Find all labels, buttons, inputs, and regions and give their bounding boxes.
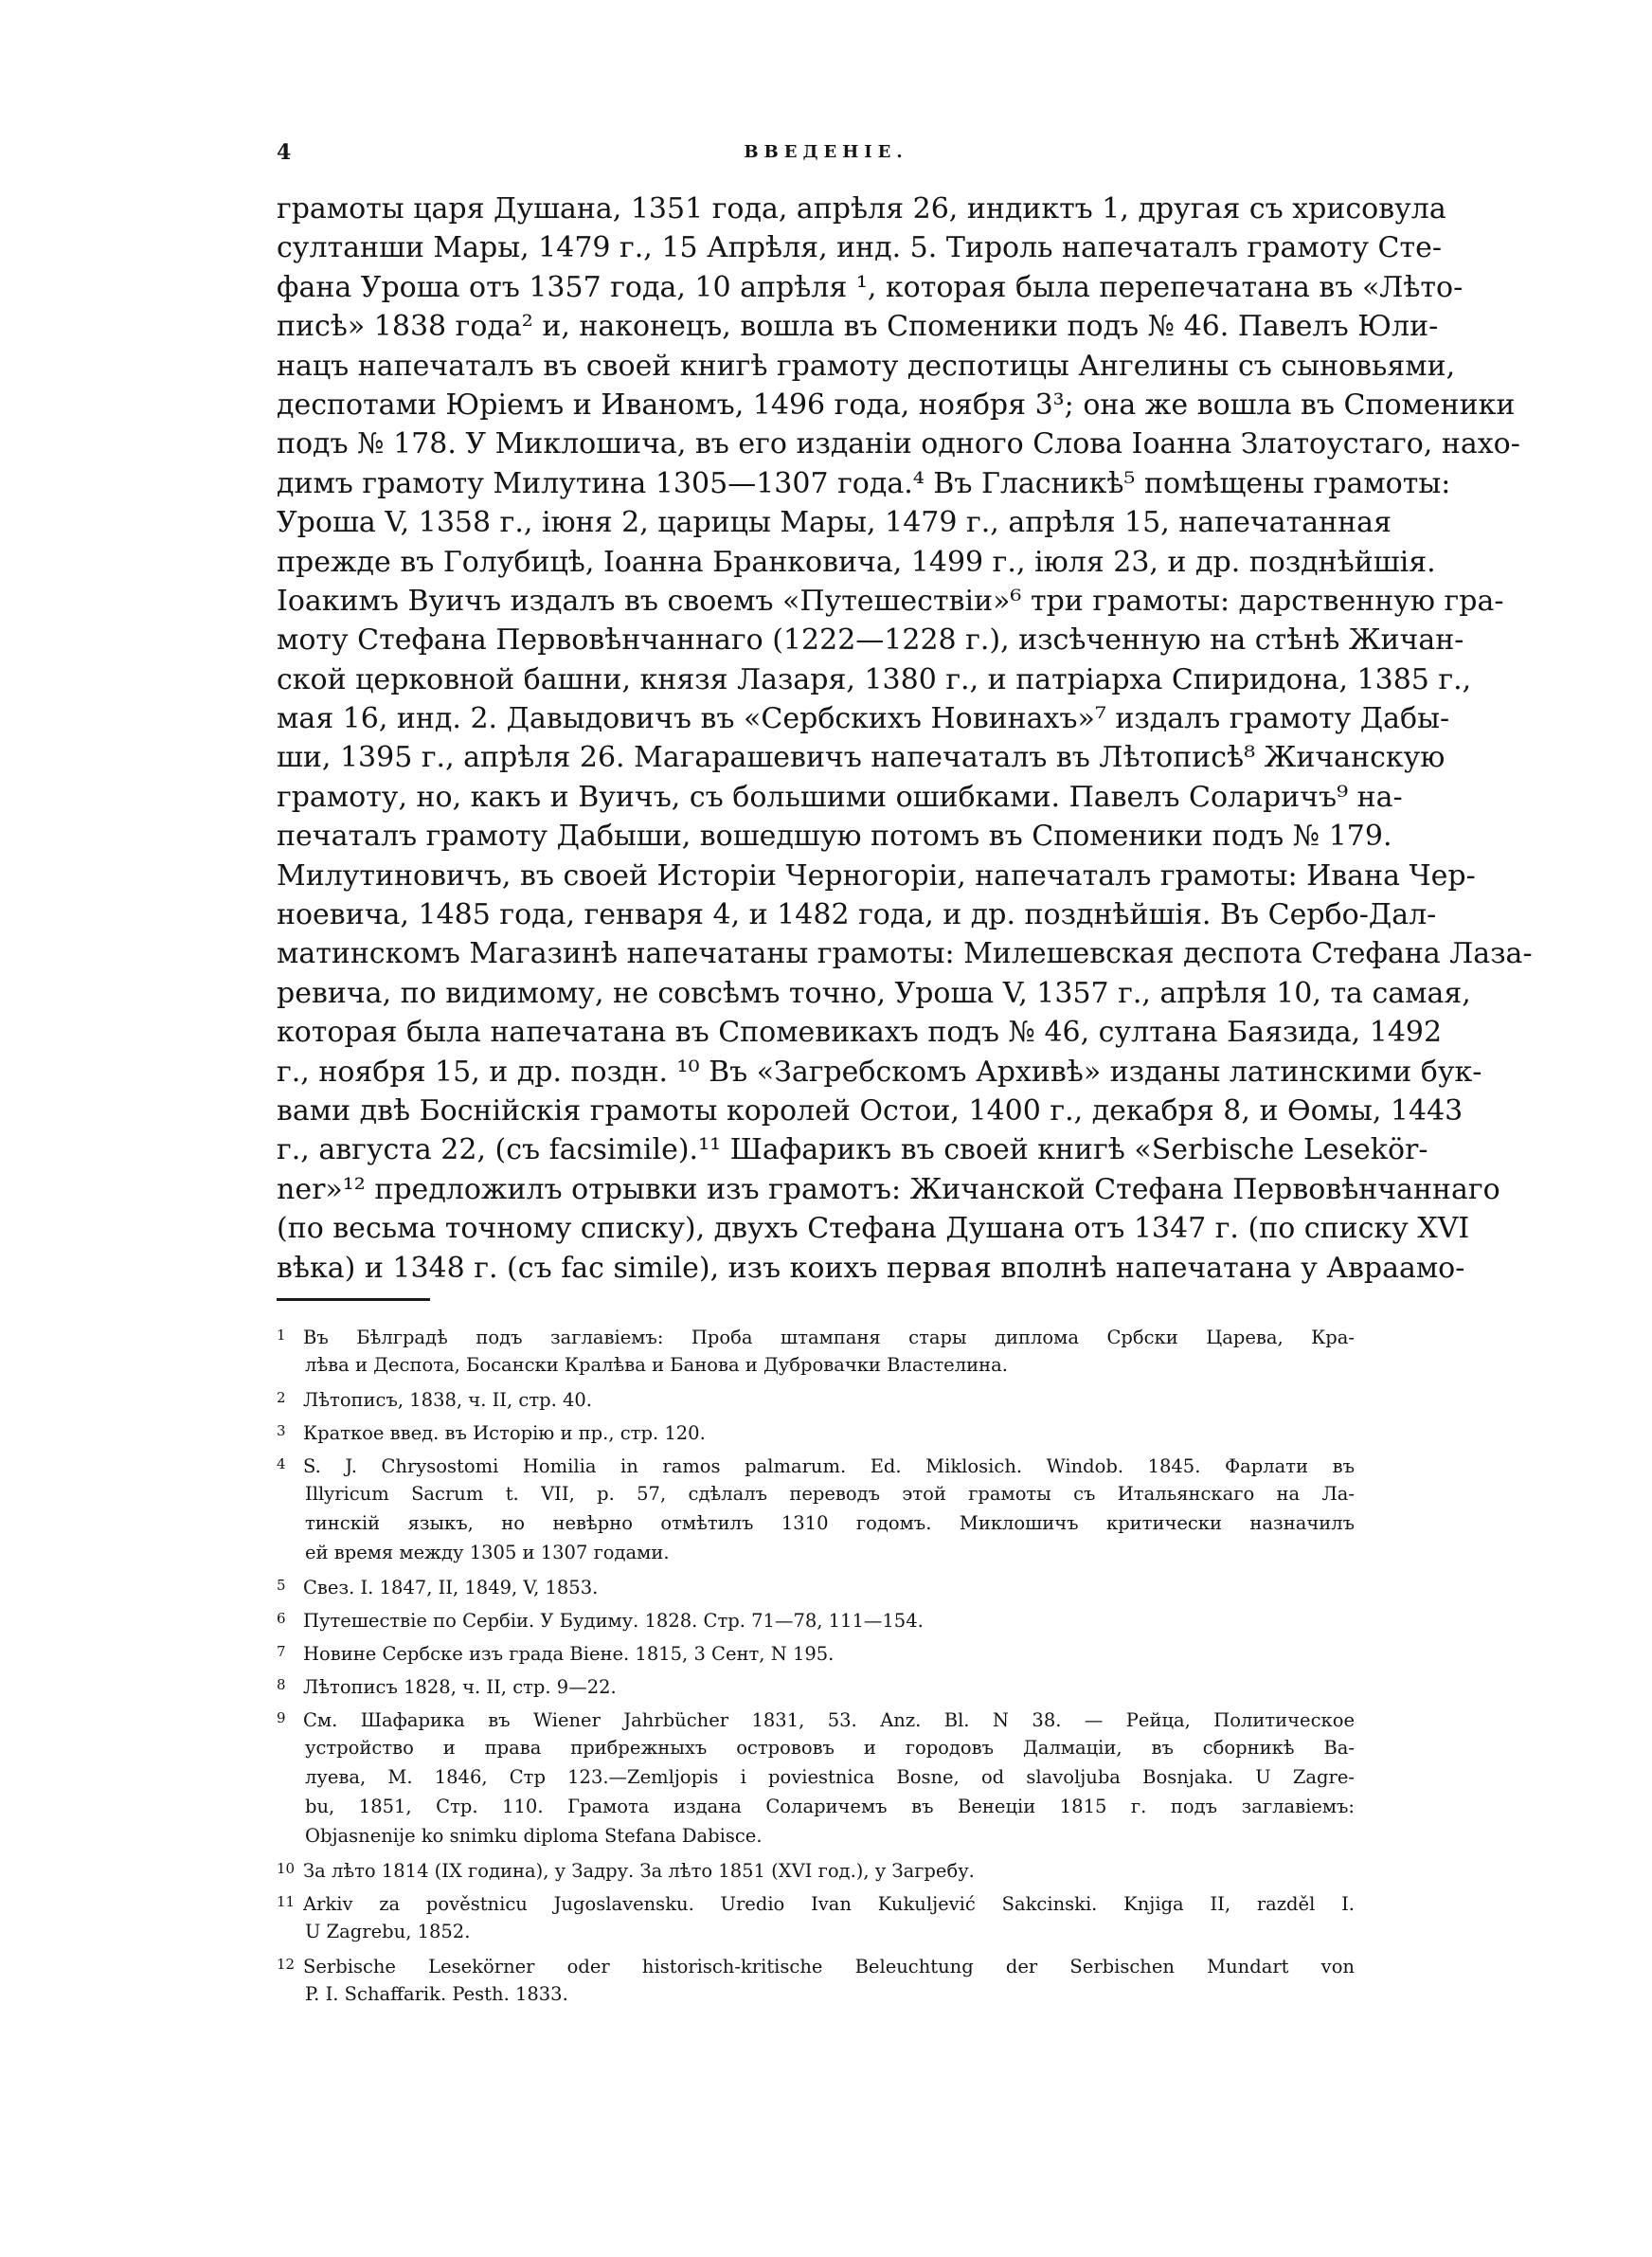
body-text-line: прежде въ Голубицѣ, Іоанна Бранковича, 1499 г., іюля 23, и др. позднѣйшія.	[277, 545, 1436, 579]
page-number: 4	[277, 140, 292, 165]
footnote-line	[277, 1950, 1355, 1979]
footnote	[277, 1950, 1355, 2009]
footnote	[277, 1604, 1355, 1634]
footnote-line	[277, 1538, 1355, 1567]
main-text-block	[277, 190, 1533, 1288]
footnote-line	[277, 1917, 1355, 1946]
footnote-number: 11	[277, 1893, 296, 1910]
footnote-text: Illyricum Sacrum t. VII, p. 57, сдѣлалъ переводъ этой грамоты съ Итальянскаго на Ла-	[305, 1483, 1355, 1505]
footnote-line	[277, 1792, 1355, 1821]
body-text-line: подъ № 178. У Миклошича, въ его изданіи одного Слова Іоанна Златоустаго, нахо-	[277, 427, 1520, 461]
body-text-line: вѣка) и 1348 г. (съ fac simile), изъ коихъ первая вполнѣ напечатана у Авраамо-	[277, 1251, 1465, 1285]
body-text-line: димъ грамоту Милутина 1305—1307 года.⁴ Въ Гласникѣ⁵ помѣщены грамоты:	[277, 466, 1451, 500]
body-text-line: моту Стефана Первовѣнчаннаго (1222—1228 г.), изсѣченную на стѣнѣ Жичан-	[277, 623, 1464, 658]
footnote	[277, 1670, 1355, 1700]
footnote-number: 3	[277, 1422, 286, 1439]
footnote-line	[277, 1383, 1355, 1413]
footnote-number: 10	[277, 1860, 296, 1877]
footnote-text: Serbische Lesekörner oder historisch-kritische Beleuchtung der Serbischen Mundart von	[303, 1956, 1355, 1977]
footnote-text: Новине Сербске изъ града Віене. 1815, 3 Сент, N 195.	[303, 1643, 835, 1665]
footnote-line	[277, 1479, 1355, 1508]
body-text-line: ши, 1395 г., апрѣля 26. Магарашевичъ напечаталъ въ Лѣтописѣ⁸ Жичанскую	[277, 741, 1446, 775]
footnote	[277, 1854, 1355, 1884]
body-text-line: деспотами Юріемъ и Иваномъ, 1496 года, ноября 3³; она же вошла въ Споменики	[277, 388, 1516, 422]
body-text-line: которая была напечатана въ Спомевикахъ подъ № 46, султана Баязида, 1492	[277, 1016, 1443, 1050]
body-text-line: мая 16, инд. 2. Давыдовичъ въ «Сербскихъ Новинахъ»⁷ издалъ грамоту Дабы-	[277, 702, 1450, 736]
footnote-text: ей время между 1305 и 1307 годами.	[305, 1542, 670, 1563]
footnote-text: Свез. I. 1847, II, 1849, V, 1853.	[303, 1577, 599, 1598]
footnote-number: 6	[277, 1610, 286, 1627]
footnote-text: Въ Бѣлградѣ подъ заглавіемъ: Проба штампаня стары диплома Србски Царева, Кра-	[303, 1327, 1355, 1348]
body-text-line: матинскомъ Магазинѣ напечатаны грамоты: Милешевская деспота Стефана Лаза-	[277, 937, 1533, 971]
body-text-line: ревича, по видимому, не совсѣмъ точно, Уроша V, 1357 г., апрѣля 10, та самая,	[277, 976, 1471, 1010]
body-text-line: г., августа 22, (съ facsimile).¹¹ Шафарикъ въ своей книгѣ «Serbische Lesekör-	[277, 1133, 1428, 1167]
footnote-number: 5	[277, 1577, 286, 1594]
body-text-line: грамоту, но, какъ и Вуичъ, съ большими ошибками. Павелъ Соларичъ⁹ на-	[277, 780, 1403, 814]
body-text-line: ноевича, 1485 года, генваря 4, и 1482 года, и др. позднѣйшія. Въ Сербо-Дал-	[277, 898, 1437, 932]
body-text-line: писѣ» 1838 года² и, наконецъ, вошла въ Споменики подъ № 46. Павелъ Юли-	[277, 310, 1439, 344]
footnote-text: Лѣтописъ 1828, ч. II, стр. 9—22.	[303, 1676, 617, 1698]
footnote-line	[277, 1450, 1355, 1479]
footnote-number: 12	[277, 1956, 296, 1973]
footnote-text: Objasnenije ko snimku diploma Stefana Dabisce.	[305, 1825, 763, 1847]
footnote	[277, 1571, 1355, 1600]
footnote-line	[277, 1321, 1355, 1350]
footnote-line	[277, 1670, 1355, 1700]
footnote-line	[277, 1704, 1355, 1733]
footnote-text: bu, 1851, Стр. 110. Грамота издана Соларичемъ въ Венеціи 1815 г. подъ заглавіемъ:	[305, 1796, 1355, 1817]
footnote-text: устройство и права прибрежныхъ острововъ и городовъ Далмаціи, въ сборникѣ Ва-	[305, 1737, 1355, 1759]
footnote-line	[277, 1821, 1355, 1851]
footnote-number: 1	[277, 1327, 286, 1344]
footnote-separator	[277, 1298, 430, 1301]
body-text-line: фана Уроша отъ 1357 года, 10 апрѣля ¹, которая была перепечатана въ «Лѣто-	[277, 270, 1463, 304]
footnote-text: луева, М. 1846, Стр 123.—Zemljopis i poviestnica Bosne, od slavoljuba Bosnjaka. U Zagre-	[305, 1766, 1355, 1788]
footnote-text: За лѣто 1814 (IX година), у Задру. За лѣто 1851 (XVI год.), у Загребу.	[303, 1860, 975, 1882]
footnote-line	[277, 1350, 1355, 1380]
footnote-text: S. J. Chrysostomi Homilia in ramos palmarum. Ed. Miklosich. Windob. 1845. Фарлати въ	[303, 1455, 1355, 1477]
footnote	[277, 1704, 1355, 1851]
footnote-text: P. I. Schaffarik. Pesth. 1833.	[305, 1983, 568, 2005]
footnote-line	[277, 1637, 1355, 1667]
body-text-line: печаталъ грамоту Дабыши, вошедшую потомъ въ Споменики подъ № 179.	[277, 820, 1392, 854]
body-text-line: (по весьма точному списку), двухъ Стефана Душана отъ 1347 г. (по списку XVI	[277, 1212, 1470, 1246]
footnote-text: U Zagrebu, 1852.	[305, 1921, 471, 1942]
footnote-text: Лѣтописъ, 1838, ч. II, стр. 40.	[303, 1389, 592, 1411]
footnote-line	[277, 1417, 1355, 1446]
body-text-line: султанши Мары, 1479 г., 15 Апрѣля, инд. 5. Тироль напечаталъ грамоту Сте-	[277, 231, 1442, 265]
body-text-line: ner»¹² предложилъ отрывки изъ грамотъ: Жичанской Стефана Первовѣнчаннаго	[277, 1172, 1500, 1206]
footnote	[277, 1887, 1355, 1946]
body-text-line: вами двѣ Боснійскія грамоты королей Остои, 1400 г., декабря 8, и Ѳомы, 1443	[277, 1093, 1463, 1128]
footnote	[277, 1450, 1355, 1567]
footnote	[277, 1637, 1355, 1667]
footnote-number: 7	[277, 1643, 286, 1660]
footnote	[277, 1417, 1355, 1446]
body-text-line: грамоты царя Душана, 1351 года, апрѣля 26, индиктъ 1, другая съ хрисовула	[277, 192, 1446, 226]
footnote	[277, 1383, 1355, 1413]
footnote-line	[277, 1887, 1355, 1917]
body-text-line: Іоакимъ Вуичъ издалъ въ своемъ «Путешествіи»⁶ три грамоты: дарственную гра-	[277, 584, 1504, 618]
body-text-line: нацъ напечаталъ въ своей книгѣ грамоту деспотицы Ангелины съ сыновьями,	[277, 349, 1456, 383]
footnote-line	[277, 1508, 1355, 1538]
footnote-text: тинскій языкъ, но невѣрно отмѣтилъ 1310 годомъ. Миклошичъ критически назначилъ	[305, 1512, 1355, 1534]
footnote-number: 9	[277, 1709, 286, 1726]
footnote-line	[277, 1733, 1355, 1762]
footnote-number: 8	[277, 1676, 286, 1693]
footnote-line	[277, 1979, 1355, 2009]
running-head: ВВЕДЕНІЕ.	[744, 142, 908, 162]
body-text-line: Милутиновичъ, въ своей Исторіи Черногоріи, напечаталъ грамоты: Ивана Чер-	[277, 858, 1476, 893]
body-text-line: г., ноября 15, и др. поздн. ¹⁰ Въ «Загребскомъ Архивѣ» изданы латинскими бук-	[277, 1055, 1482, 1089]
footnote-number: 4	[277, 1455, 286, 1472]
footnote-line	[277, 1571, 1355, 1600]
footnote-number: 2	[277, 1389, 286, 1406]
footnote	[277, 1321, 1355, 1380]
footnote-line	[277, 1762, 1355, 1792]
footnote-text: Arkiv za pověstnicu Jugoslavensku. Uredio Ivan Kukuljević Sakcinski. Knjiga II, razděl I.	[303, 1893, 1355, 1915]
footnote-text: Путешествіе по Сербіи. У Будиму. 1828. Стр. 71—78, 111—154.	[303, 1610, 924, 1632]
footnote-line	[277, 1854, 1355, 1884]
footnote-text: лѣва и Деспота, Босански Кралѣва и Банова и Дубровачки Властелина.	[305, 1354, 1008, 1376]
footnote-line	[277, 1604, 1355, 1634]
body-text-line: ской церковной башни, князя Лазаря, 1380 г., и патріарха Спиридона, 1385 г.,	[277, 662, 1472, 696]
footnote-text: Краткое введ. въ Исторію и пр., стр. 120.	[303, 1422, 706, 1444]
footnote-text: См. Шафарика въ Wiener Jahrbücher 1831, 53. Anz. Bl. N 38. — Рейца, Политическое	[303, 1709, 1355, 1731]
body-text-line: Уроша V, 1358 г., іюня 2, царицы Мары, 1479 г., апрѣля 15, напечатанная	[277, 506, 1392, 540]
footnotes-block	[277, 1321, 1355, 2013]
